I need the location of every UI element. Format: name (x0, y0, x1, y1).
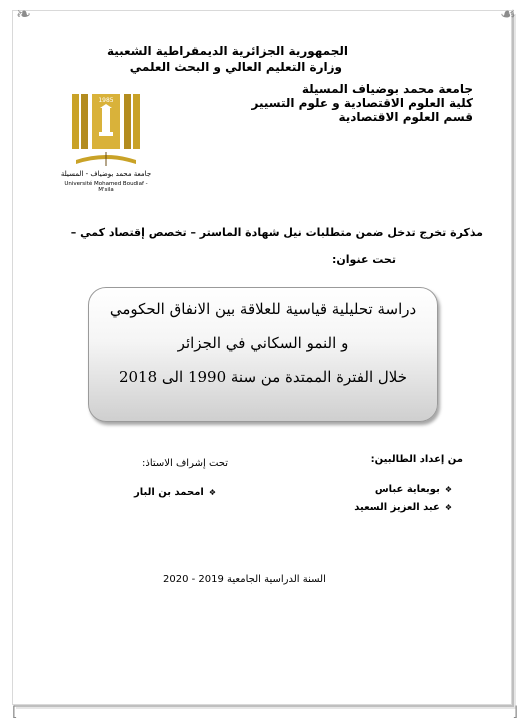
corner-ornament-bottom-left-icon: ⌊ (12, 704, 18, 720)
thesis-title-line-3: خلال الفترة الممتدة من سنة 1990 الى 2018 (118, 368, 408, 386)
student-name (354, 502, 452, 513)
header-faculty: كلية العلوم الاقتصادية و علوم التسيير (251, 96, 473, 110)
supervisor-name (134, 487, 216, 498)
header-republic: الجمهورية الجزائرية الديمقراطية الشعبية (106, 44, 348, 58)
thesis-title-box (88, 287, 438, 422)
supervisor-name-text: امحمد بن البار (134, 487, 204, 498)
student-name-text: عبد العزيز السعيد (354, 502, 440, 513)
corner-ornament-top-left-icon: ❧ (16, 4, 32, 25)
header-ministry: وزارة التعليم العالي و البحث العلمي (129, 60, 342, 74)
diamond-bullet-icon: ❖ (444, 485, 452, 494)
thesis-title-line-2: و النمو السكاني في الجزائر (177, 334, 349, 352)
supervisor-label: تحت إشراف الاستاذ: (142, 458, 228, 469)
thesis-title-line-1: دراسة تحليلية قياسية للعلاقة بين الانفاق الحكومي (109, 300, 417, 318)
student-name (375, 484, 452, 495)
corner-ornament-bottom-right-icon: ⌋ (512, 704, 518, 720)
header-university: جامعة محمد بوضياف المسيلة (301, 82, 473, 96)
student-name-text: بوبعاية عباس (374, 484, 440, 495)
diamond-bullet-icon: ❖ (208, 488, 216, 497)
logo-year: 1985 (98, 97, 114, 104)
header-department: قسم العلوم الاقتصادية (338, 110, 473, 124)
diamond-bullet-icon: ❖ (444, 503, 452, 512)
memo-description: مذكرة تخرج تدخل ضمن متطلبات نيل شهادة الماستر – تخصص إقتصاد كمي – (70, 226, 483, 239)
students-label: من إعداد الطالبين: (370, 454, 463, 465)
corner-ornament-top-right-icon: ☙ (499, 4, 516, 25)
logo-caption-french: Université Mohamed Boudiaf - M'sila (64, 181, 148, 193)
logo-caption-arabic: جامعة محمد بوضياف - المسيلة (60, 170, 152, 178)
under-title-label: تحت عنوان: (332, 253, 396, 266)
academic-year: السنة الدراسية الجامعية 2019 - 2020 (163, 574, 326, 585)
